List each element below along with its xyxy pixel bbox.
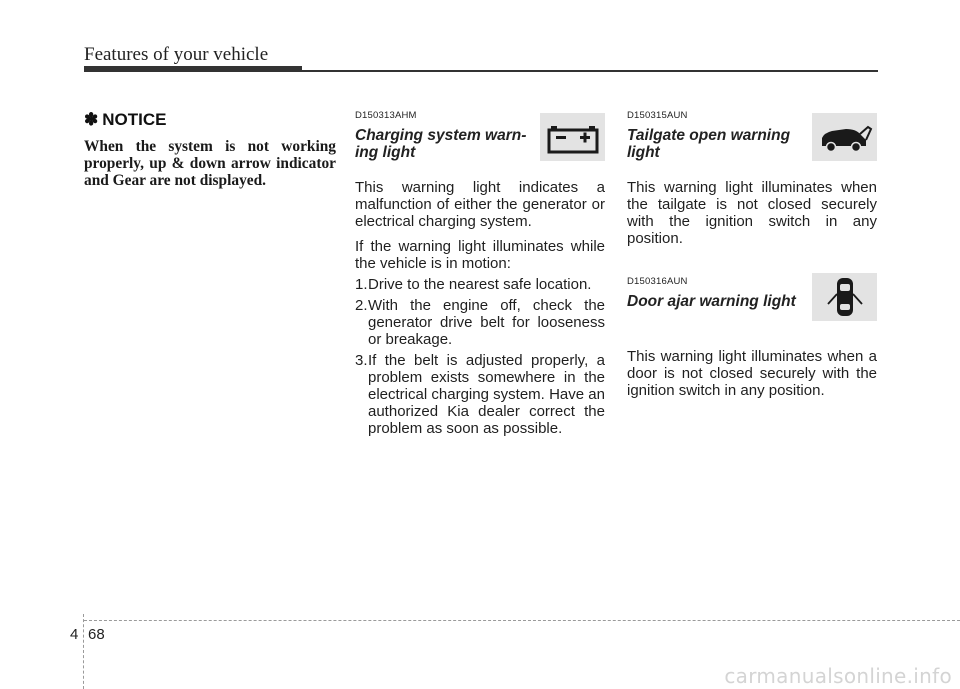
list-number: 3. bbox=[355, 352, 368, 369]
notice-title: NOTICE bbox=[102, 110, 167, 129]
list-item bbox=[355, 297, 605, 348]
list-item bbox=[355, 352, 605, 437]
watermark: carmanualsonline.info bbox=[724, 664, 952, 688]
chapter-number: 4 bbox=[70, 626, 79, 643]
notice-section bbox=[84, 110, 336, 189]
paragraph: If the warning light illuminates while the vehicle is in motion: bbox=[355, 238, 605, 272]
notice-body: When the system is not working properly, up & down arrow indicator and Gear are not displayed. bbox=[84, 138, 336, 189]
section-body bbox=[355, 179, 605, 437]
section-code: D150316AUN bbox=[627, 276, 688, 287]
heading-line: Tailgate open warning bbox=[627, 127, 791, 144]
battery-icon bbox=[540, 113, 605, 161]
page-number: 68 bbox=[88, 626, 105, 643]
header-rule bbox=[84, 70, 878, 72]
footer-divider bbox=[83, 614, 84, 689]
list-number: 2. bbox=[355, 297, 368, 314]
heading-line: ing light bbox=[355, 144, 416, 161]
page-header-title: Features of your vehicle bbox=[84, 44, 269, 65]
list-text: With the engine off, check the generator drive belt for looseness or breakage. bbox=[368, 297, 605, 348]
heading-line: light bbox=[627, 144, 660, 161]
section-code: D150313AHM bbox=[355, 110, 417, 121]
paragraph: This warning light illuminates when the tailgate is not closed securely with the ignition switch in any position. bbox=[627, 179, 877, 247]
list-item bbox=[355, 276, 605, 293]
heading-line: Charging system warn- bbox=[355, 127, 527, 144]
tailgate-open-icon bbox=[812, 113, 877, 161]
footer-rule bbox=[84, 620, 960, 621]
paragraph: This warning light indicates a malfunction of either the generator or electrical charging system. bbox=[355, 179, 605, 230]
notice-star-icon: ✽ bbox=[84, 110, 99, 129]
list-text: Drive to the nearest safe location. bbox=[368, 276, 592, 293]
list-text: If the belt is adjusted properly, a problem exists somewhere in the electrical charging system. Have an authorized Kia dealer correct the problem as soon as possible. bbox=[368, 352, 605, 437]
paragraph: This warning light illuminates when a door is not closed securely with the ignition switch in any position. bbox=[627, 348, 877, 399]
notice-heading bbox=[84, 110, 336, 130]
section-heading: Door ajar warning light bbox=[627, 293, 796, 310]
section-code: D150315AUN bbox=[627, 110, 688, 121]
door-ajar-icon bbox=[812, 273, 877, 321]
list-number: 1. bbox=[355, 276, 368, 293]
